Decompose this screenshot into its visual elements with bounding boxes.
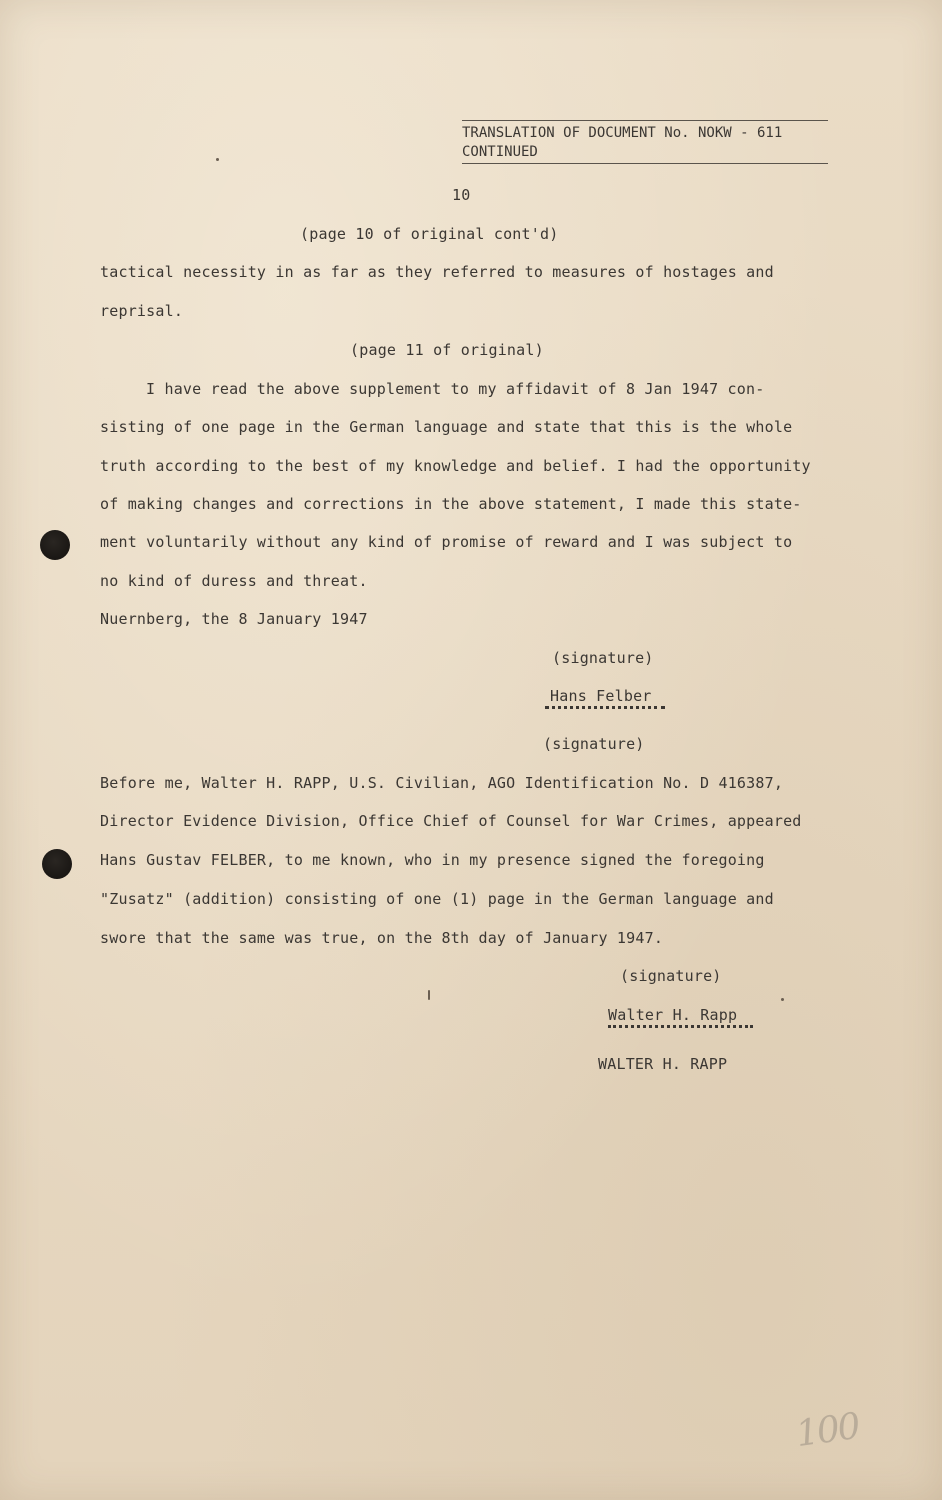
paragraph-2-line-2: sisting of one page in the German language and state that this is the whole: [100, 418, 793, 436]
pencil-page-mark: 100: [793, 1405, 862, 1456]
typed-name-rapp: WALTER H. RAPP: [598, 1055, 728, 1073]
header-continued: CONTINUED: [462, 144, 538, 160]
place-date: Nuernberg, the 8 January 1947: [100, 610, 368, 628]
header-title: TRANSLATION OF DOCUMENT No. NOKW - 611: [462, 125, 783, 141]
signature-dotted-line-2: [608, 1025, 753, 1028]
page-number: 10: [452, 186, 471, 204]
signer-name-felber: Hans Felber: [550, 687, 652, 705]
paragraph-1-line-2: reprisal.: [100, 302, 184, 320]
paragraph-3-line-1: Before me, Walter H. RAPP, U.S. Civilian, AGO Identification No. D 416387,: [100, 774, 784, 792]
page-note-original-11: (page 11 of original): [350, 341, 544, 359]
document-header: [462, 120, 828, 164]
punch-hole-bottom: [42, 849, 72, 879]
paragraph-2-line-4: of making changes and corrections in the above statement, I made this state-: [100, 495, 802, 513]
signature-label-1: (signature): [552, 649, 654, 667]
ink-speck: [781, 998, 784, 1001]
signer-name-rapp: Walter H. Rapp: [608, 1006, 738, 1024]
paragraph-2-line-6: no kind of duress and threat.: [100, 572, 368, 590]
paragraph-1-line-1: tactical necessity in as far as they referred to measures of hostages and: [100, 263, 774, 281]
paragraph-2-line-3: truth according to the best of my knowledge and belief. I had the opportunity: [100, 457, 811, 475]
signature-label-2: (signature): [543, 735, 645, 753]
paragraph-3-line-3: Hans Gustav FELBER, to me known, who in my presence signed the foregoing: [100, 851, 765, 869]
paragraph-3-line-4: "Zusatz" (addition) consisting of one (1) page in the German language and: [100, 890, 774, 908]
paragraph-2-line-5: ment voluntarily without any kind of promise of reward and I was subject to: [100, 533, 793, 551]
ink-speck: [428, 990, 430, 1000]
signature-label-3: (signature): [620, 967, 722, 985]
punch-hole-top: [40, 530, 70, 560]
paragraph-2-line-1: I have read the above supplement to my affidavit of 8 Jan 1947 con-: [146, 380, 765, 398]
signature-dotted-line-1: [545, 706, 665, 709]
paragraph-3-line-2: Director Evidence Division, Office Chief of Counsel for War Crimes, appeared: [100, 812, 802, 830]
ink-speck: [216, 158, 219, 161]
paragraph-3-line-5: swore that the same was true, on the 8th day of January 1947.: [100, 929, 664, 947]
page-note-original-10: (page 10 of original cont'd): [300, 225, 559, 243]
